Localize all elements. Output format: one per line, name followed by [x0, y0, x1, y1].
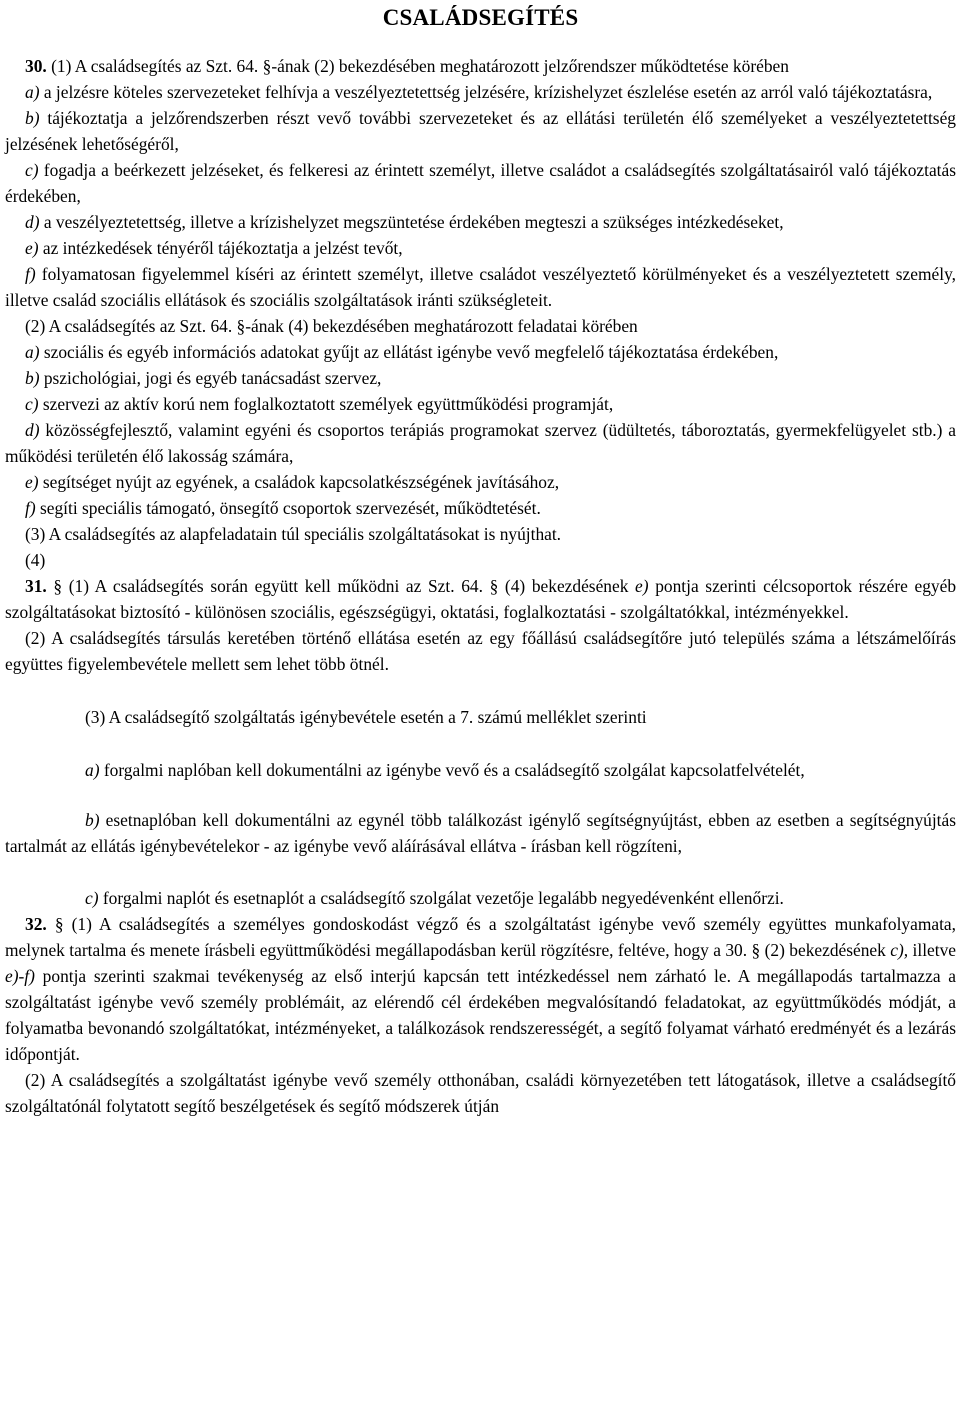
item-marker: a) — [25, 82, 40, 102]
item-marker: b) — [25, 368, 40, 388]
point-reference: e)-f) — [5, 966, 35, 986]
section-30-item-c — [5, 157, 956, 209]
item-marker: c) — [85, 888, 99, 908]
section-30-2-item-c — [5, 391, 956, 417]
item-marker: f) — [25, 498, 36, 518]
item-marker: e) — [25, 472, 39, 492]
section-30-item-f — [5, 261, 956, 313]
section-30-paragraph-1 — [5, 53, 956, 79]
item-text: az intézkedések tényéről tájékoztatja a jelzést tevőt, — [38, 238, 403, 258]
section-31-paragraph-2: (2) A családsegítés társulás keretében történő ellátása esetén az egy főállású családsegítőre jutó település száma a létszámelőírás együttes figyelembevétele mellett sem lehet több ötnél. — [5, 628, 956, 674]
section-number: 30. — [25, 56, 47, 76]
section-32-paragraph-2: (2) A családsegítés a szolgáltatást igénybe vevő személy otthonában, családi környezetében tett látogatások, illetve a családsegítő szolgáltatónál folytatott segítő beszélgetések és segítő módszerek útján — [5, 1070, 956, 1116]
point-reference: c), — [890, 940, 909, 960]
section-31-item-c — [5, 885, 956, 911]
item-marker: c) — [25, 394, 39, 414]
item-marker: f) — [25, 264, 36, 284]
item-text: szociális és egyéb információs adatokat gyűjt az ellátást igénybe vevő megfelelő tájékoztatása érdekében, — [39, 342, 779, 362]
item-text: tájékoztatja a jelzőrendszerben részt vevő további szervezeteket és az ellátási területén élő személyeket a veszélyeztetettség jelzésének lehetőségéről, — [5, 108, 956, 154]
item-text: szervezi az aktív korú nem foglalkoztatott személyek együttműködési programját, — [38, 394, 614, 414]
section-text: § (1) A családsegítés során együtt kell működni az Szt. 64. § (4) bekezdésének — [46, 576, 636, 596]
section-32-paragraph-1 — [5, 911, 956, 1067]
section-text: (1) A családsegítés az Szt. 64. §-ának (2) bekezdésében meghatározott jelzőrendszer működtetése körében — [46, 56, 789, 76]
item-text: segíti speciális támogató, önsegítő csoportok szervezését, működtetését. — [35, 498, 541, 518]
section-30-2-item-b — [5, 365, 956, 391]
section-30-2-item-a — [5, 339, 956, 365]
item-marker: d) — [25, 420, 40, 440]
item-marker: b) — [85, 810, 100, 830]
item-text: forgalmi naplóban kell dokumentálni az igénybe vevő és a családsegítő szolgálat kapcsolatfelvételét, — [99, 760, 805, 780]
section-30-2-item-f — [5, 495, 956, 521]
section-number: 31. — [25, 576, 47, 596]
section-text: pontja szerinti szakmai tevékenység az első interjú kapcsán tett intézkedéssel nem zárható le. A megállapodás tartalmazza a szolgáltatást igénybe vevő személy problémáit, az elérendő cél érdekében megvalósítandó feladatokat, az együttműködés módját, a folyamatba bevonandó szolgáltatókat, intézményeket, a találkozások rendszerességét, a segítő folyamat várható eredményét és a lezárás időpontját. — [5, 966, 956, 1064]
item-text: a veszélyeztetettség, illetve a krízishelyzet megszüntetése érdekében megteszi a szükséges intézkedéseket, — [39, 212, 784, 232]
section-31-item-a — [5, 757, 956, 783]
section-31-paragraph-3: (3) A családsegítő szolgáltatás igénybevétele esetén a 7. számú melléklet szerinti — [85, 707, 647, 727]
item-text: pszichológiai, jogi és egyéb tanácsadást szervez, — [39, 368, 382, 388]
item-text: folyamatosan figyelemmel kíséri az érintett személyt, illetve családot veszélyeztető körülményeket és a veszélyeztetett személy, illetve család szociális ellátások és szociális szolgáltatások iránti szükségleteit. — [5, 264, 956, 310]
item-marker: b) — [25, 108, 40, 128]
item-text: közösségfejlesztő, valamint egyéni és csoportos terápiás programokat szervez (üdültetés, táboroztatás, gyermekfelügyelet stb.) a működési területén élő lakosság számára, — [5, 420, 956, 466]
item-marker: d) — [25, 212, 40, 232]
section-text: pontja szerinti célcsoportok részére egyéb szolgáltatásokat biztosító - különösen szociális, egészségügyi, oktatási, foglalkoztatási - szolgáltatókkal, intézményekkel. — [5, 576, 957, 622]
section-30-item-e — [5, 235, 956, 261]
section-30-2-item-e — [5, 469, 956, 495]
item-text: segítséget nyújt az egyének, a családok kapcsolatkészségének javításához, — [38, 472, 560, 492]
page-title: CSALÁDSEGÍTÉS — [382, 5, 579, 30]
section-30-2-item-d — [5, 417, 956, 469]
item-text: esetnaplóban kell dokumentálni az egynél több találkozást igénylő segítségnyújtást, ebben az esetben a segítségnyújtás tartalmát az ellátás igénybevételekor - az igénybe vevő aláírásával ellátva - írásban kell rögzíteni, — [5, 810, 956, 856]
section-text: § (1) A családsegítés a személyes gondoskodást végző és a szolgáltatást igénybe vevő személy együttes munkafolyamata, melynek tartalma és menete írásbeli együttműködési megállapodásban kerül rögzítésre, feltéve, hogy a 30. § (2) bekezdésének — [5, 914, 956, 960]
item-text: forgalmi naplót és esetnaplót a családsegítő szolgálat vezetője legalább negyedévenként ellenőrzi. — [98, 888, 784, 908]
point-reference: e) — [635, 576, 649, 596]
item-marker: c) — [25, 160, 39, 180]
item-text: fogadja a beérkezett jelzéseket, és felkeresi az érintett személyt, illetve családot a családsegítés szolgáltatásairól való tájékoztatás érdekében, — [5, 160, 956, 206]
item-marker: a) — [25, 342, 40, 362]
section-31-paragraph-1 — [5, 573, 956, 625]
section-text: illetve — [908, 940, 956, 960]
section-30-item-a — [5, 79, 956, 105]
section-30-item-b — [5, 105, 956, 157]
section-30-paragraph-4: (4) — [25, 550, 46, 570]
item-marker: a) — [85, 760, 100, 780]
item-marker: e) — [25, 238, 39, 258]
section-30-paragraph-3: (3) A családsegítés az alapfeladatain túl speciális szolgáltatásokat is nyújthat. — [25, 524, 562, 544]
section-30-item-d — [5, 209, 956, 235]
section-number: 32. — [25, 914, 47, 934]
item-text: a jelzésre köteles szervezeteket felhívja a veszélyeztetettség jelzésére, krízishelyzet észlelése esetén az arról való tájékoztatásra, — [39, 82, 933, 102]
section-30-paragraph-2: (2) A családsegítés az Szt. 64. §-ának (4) bekezdésében meghatározott feladatai körében — [25, 316, 638, 336]
section-31-item-b — [5, 807, 956, 859]
